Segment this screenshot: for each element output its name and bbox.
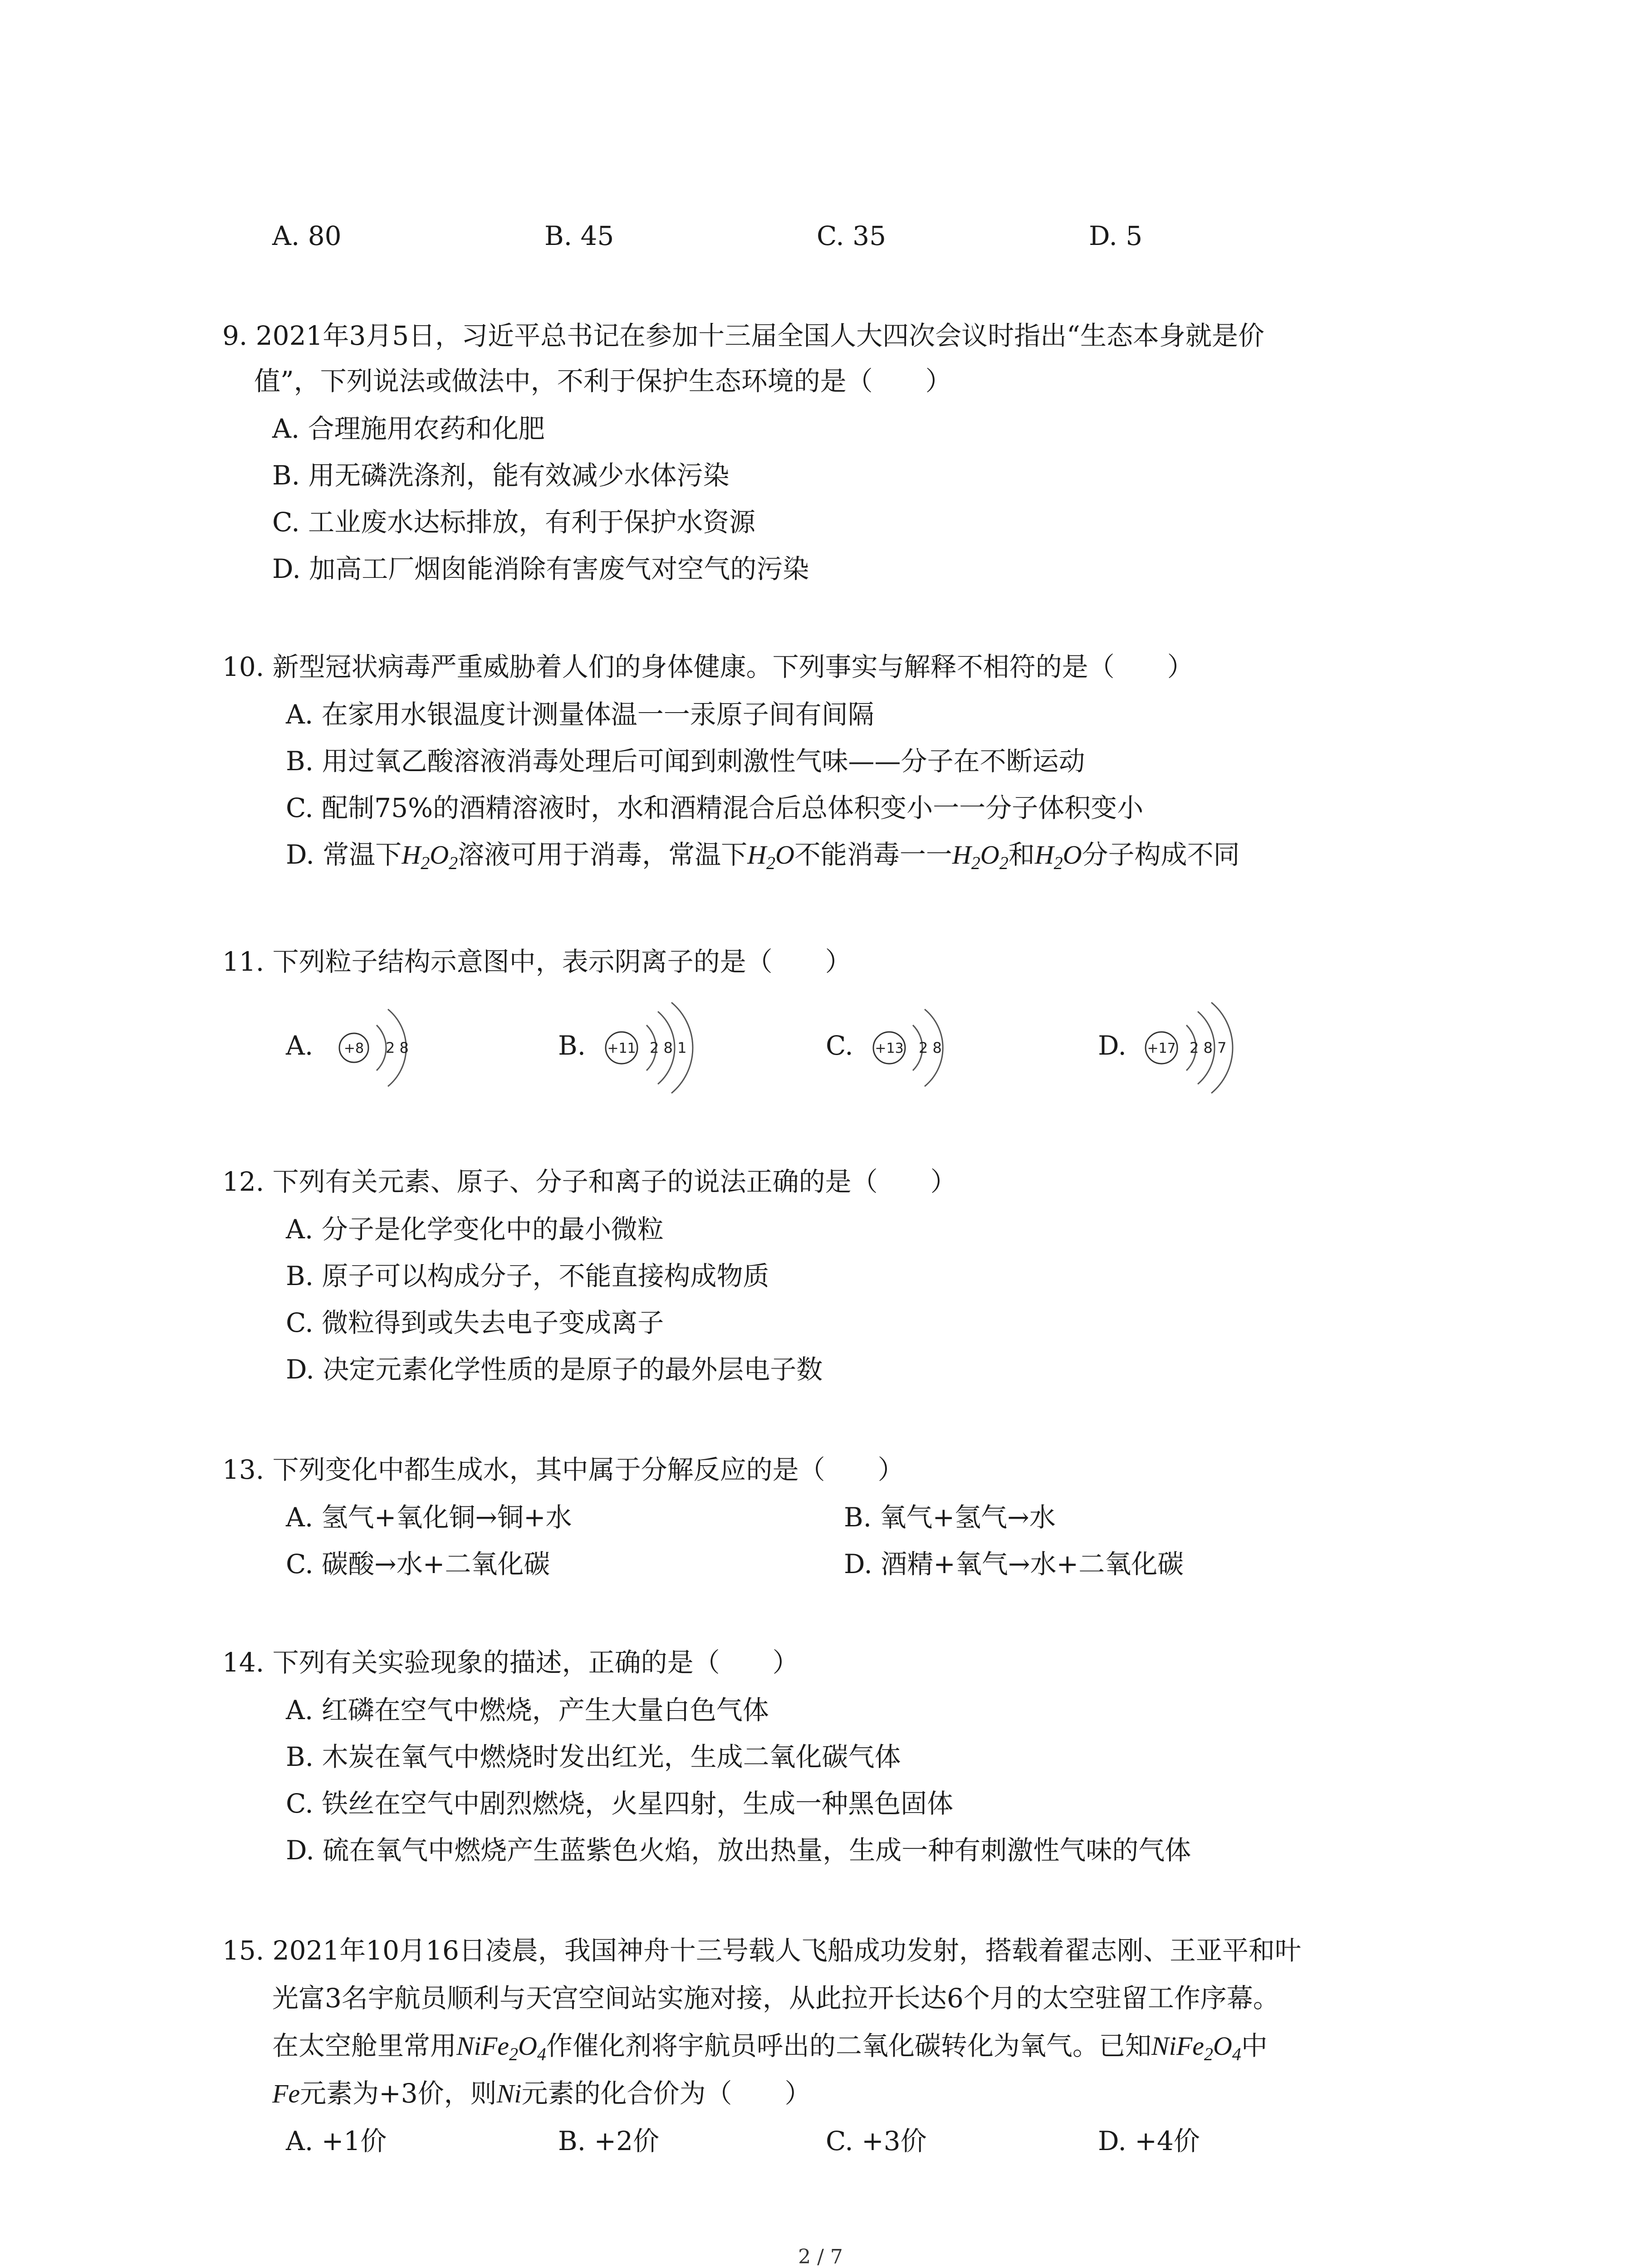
q10-option-d: D. 常温下$H_2O_2$溶液可用于消毒，常温下$H_2O$不能消毒一一$H_2O_2$和$H_2O$分子构成不同: [286, 839, 1240, 873]
q13-option-c: C. 碳酸→水+二氧化碳: [286, 1549, 550, 1579]
q15-stem-line2: 光富3名宇航员顺利与天宫空间站实施对接，从此拉开长达6个月的太空驻留工作序幕。: [272, 1983, 1279, 2014]
atom-structure-diagram-a: [327, 993, 463, 1102]
q10-option-b: B. 用过氧乙酸溶液消毒处理后可闻到刺激性气味——分子在不断运动: [286, 746, 1085, 777]
q11-option-c-letter: C.: [826, 1030, 853, 1061]
q9-option-a: A. 合理施用农药和化肥: [272, 413, 545, 444]
q14-stem: 14. 下列有关实验现象的描述，正确的是（ ）: [222, 1647, 799, 1678]
q12-option-c: C. 微粒得到或失去电子变成离子: [286, 1307, 664, 1338]
formula-h2o2: $H_2O_2$: [402, 840, 458, 873]
q8-option-c: C. 35: [817, 220, 886, 251]
q13-option-a: A. 氢气+氧化铜→铜+水: [286, 1502, 572, 1533]
q11-option-d-letter: D.: [1098, 1030, 1127, 1061]
q9-option-b: B. 用无磷洗涤剂，能有效减少水体污染: [272, 460, 730, 491]
q14-option-b: B. 木炭在氧气中燃烧时发出红光，生成二氧化碳气体: [286, 1741, 901, 1772]
q15-stem-line1: 15. 2021年10月16日凌晨，我国神舟十三号载人飞船成功发射，搭载着翟志刚、王亚平和叶: [222, 1935, 1301, 1966]
q13-stem: 13. 下列变化中都生成水，其中属于分解反应的是（ ）: [222, 1454, 904, 1485]
q15-option-a: A. +1价: [286, 2126, 387, 2156]
q12-option-a: A. 分子是化学变化中的最小微粒: [286, 1214, 664, 1245]
atom-structure-diagram-b: [594, 993, 730, 1102]
q11-option-b-letter: B.: [558, 1030, 586, 1061]
symbol-ni: Ni: [496, 2079, 522, 2108]
q15-option-b: B. +2价: [558, 2126, 659, 2156]
formula-h2o: $H_2O$: [747, 840, 794, 873]
q8-option-d: D. 5: [1089, 220, 1143, 251]
svg-text:2 8 7: 2 8 7: [1190, 1039, 1227, 1056]
q15-stem-line4: Fe元素为+3价，则Ni元素的化合价为（ ）: [272, 2078, 811, 2109]
formula-nife2o4: $NiFe_2O_4$: [1151, 2031, 1241, 2064]
q10-stem: 10. 新型冠状病毒严重威胁着人们的身体健康。下列事实与解释不相符的是（ ）: [222, 651, 1194, 682]
q11-option-a-letter: A.: [286, 1030, 314, 1061]
q9-option-d: D. 加高工厂烟囱能消除有害废气对空气的污染: [272, 553, 809, 584]
q10-option-a: A. 在家用水银温度计测量体温一一汞原子间有间隔: [286, 699, 874, 730]
symbol-fe: Fe: [272, 2079, 300, 2108]
q14-option-a: A. 红磷在空气中燃烧，产生大量白色气体: [286, 1695, 769, 1725]
q9-stem-line2: 值”，下列说法或做法中，不利于保护生态环境的是（ ）: [254, 366, 952, 396]
svg-text:+17: +17: [1147, 1041, 1176, 1056]
q11-stem: 11. 下列粒子结构示意图中，表示阴离子的是（ ）: [222, 946, 852, 977]
page-number: 2 / 7: [798, 2245, 843, 2268]
q8-option-a: A. 80: [272, 220, 342, 251]
formula-h2o2: $H_2O_2$: [952, 840, 1009, 873]
svg-text:+13: +13: [875, 1041, 904, 1056]
q15-option-c: C. +3价: [826, 2126, 927, 2156]
q15-option-d: D. +4价: [1098, 2126, 1200, 2156]
q10-option-c: C. 配制75%的酒精溶液时，水和酒精混合后总体积变小一一分子体积变小: [286, 792, 1144, 823]
svg-text:+11: +11: [607, 1041, 636, 1056]
q9-option-c: C. 工业废水达标排放，有利于保护水资源: [272, 507, 756, 538]
q14-option-c: C. 铁丝在空气中剧烈燃烧，火星四射，生成一种黑色固体: [286, 1788, 954, 1819]
q12-option-b: B. 原子可以构成分子，不能直接构成物质: [286, 1261, 769, 1291]
q13-option-d: D. 酒精+氧气→水+二氧化碳: [844, 1549, 1184, 1579]
atom-structure-diagram-d: [1134, 993, 1270, 1102]
q13-option-b: B. 氧气+氢气→水: [844, 1502, 1056, 1533]
svg-text:2 8: 2 8: [919, 1039, 942, 1056]
q14-option-d: D. 硫在氧气中燃烧产生蓝紫色火焰，放出热量，生成一种有刺激性气味的气体: [286, 1835, 1191, 1866]
formula-h2o: $H_2O$: [1034, 840, 1082, 873]
formula-nife2o4: $NiFe_2O_4$: [456, 2031, 546, 2064]
atom-structure-diagram-c: [862, 993, 998, 1102]
q12-option-d: D. 决定元素化学性质的是原子的最外层电子数: [286, 1354, 823, 1385]
q9-stem-line1: 9. 2021年3月5日，习近平总书记在参加十三届全国人大四次会议时指出“生态本身就是价: [222, 320, 1264, 351]
svg-text:2 8: 2 8: [386, 1039, 409, 1056]
svg-text:2 8 1: 2 8 1: [650, 1039, 687, 1056]
q15-stem-line3: 在太空舱里常用$NiFe_2O_4$作催化剂将宇航员呼出的二氧化碳转化为氧气。已知$NiFe_2O_4$中: [272, 2030, 1268, 2064]
svg-text:+8: +8: [343, 1041, 364, 1056]
q8-option-b: B. 45: [544, 220, 614, 251]
q12-stem: 12. 下列有关元素、原子、分子和离子的说法正确的是（ ）: [222, 1166, 957, 1197]
